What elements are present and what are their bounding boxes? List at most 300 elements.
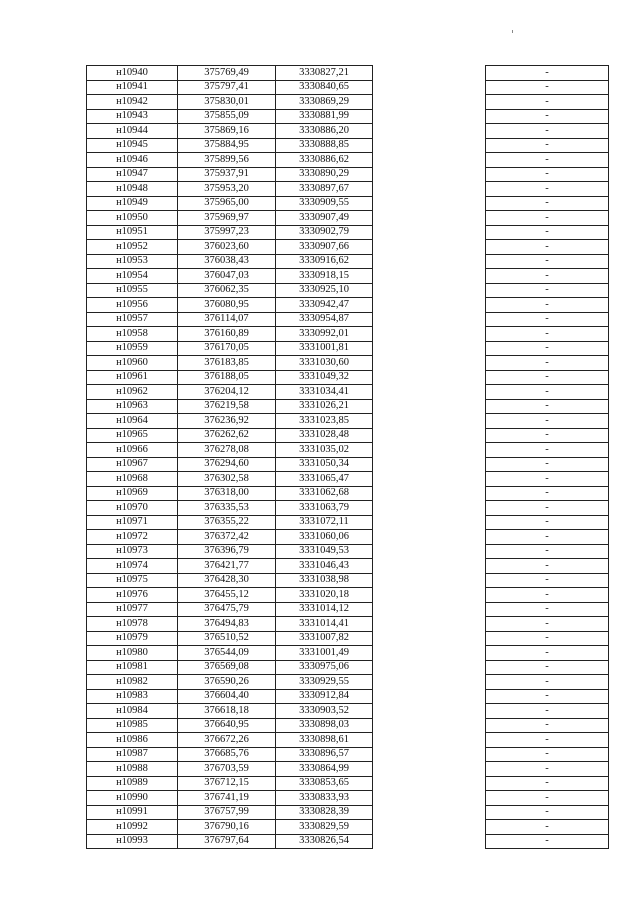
y-coordinate-cell: 3331028,48: [276, 428, 373, 443]
x-coordinate-cell: 376797,64: [178, 834, 276, 849]
point-number-cell: н10960: [87, 356, 178, 371]
table-row: [87, 573, 609, 588]
empty-cell: [373, 327, 486, 342]
table-row: [87, 602, 609, 617]
note-cell: -: [486, 689, 609, 704]
table-row: [87, 733, 609, 748]
note-cell: -: [486, 762, 609, 777]
y-coordinate-cell: 3330918,15: [276, 269, 373, 284]
empty-cell: [373, 457, 486, 472]
y-coordinate-cell: 3331014,12: [276, 602, 373, 617]
note-cell: -: [486, 269, 609, 284]
x-coordinate-cell: 376590,26: [178, 675, 276, 690]
point-number-cell: н10976: [87, 588, 178, 603]
y-coordinate-cell: 3331038,98: [276, 573, 373, 588]
empty-cell: [373, 573, 486, 588]
x-coordinate-cell: 376170,05: [178, 341, 276, 356]
note-cell: -: [486, 356, 609, 371]
y-coordinate-cell: 3330840,65: [276, 80, 373, 95]
note-cell: -: [486, 747, 609, 762]
x-coordinate-cell: 376618,18: [178, 704, 276, 719]
empty-cell: [373, 167, 486, 182]
point-number-cell: н10993: [87, 834, 178, 849]
table-row: [87, 370, 609, 385]
empty-cell: [373, 486, 486, 501]
x-coordinate-cell: 376741,19: [178, 791, 276, 806]
x-coordinate-cell: 376219,58: [178, 399, 276, 414]
point-number-cell: н10987: [87, 747, 178, 762]
point-number-cell: н10966: [87, 443, 178, 458]
note-cell: -: [486, 588, 609, 603]
note-cell: -: [486, 559, 609, 574]
x-coordinate-cell: 376183,85: [178, 356, 276, 371]
note-cell: -: [486, 109, 609, 124]
point-number-cell: н10985: [87, 718, 178, 733]
y-coordinate-cell: 3330916,62: [276, 254, 373, 269]
empty-cell: [373, 733, 486, 748]
empty-cell: [373, 515, 486, 530]
empty-cell: [373, 182, 486, 197]
table-row: [87, 617, 609, 632]
note-cell: -: [486, 138, 609, 153]
y-coordinate-cell: 3330942,47: [276, 298, 373, 313]
empty-cell: [373, 153, 486, 168]
x-coordinate-cell: 376372,42: [178, 530, 276, 545]
point-number-cell: н10990: [87, 791, 178, 806]
table-row: [87, 66, 609, 81]
empty-cell: [373, 588, 486, 603]
empty-cell: [373, 762, 486, 777]
x-coordinate-cell: 376236,92: [178, 414, 276, 429]
x-coordinate-cell: 376302,58: [178, 472, 276, 487]
x-coordinate-cell: 375937,91: [178, 167, 276, 182]
point-number-cell: н10950: [87, 211, 178, 226]
empty-cell: [373, 704, 486, 719]
empty-cell: [373, 617, 486, 632]
y-coordinate-cell: 3331026,21: [276, 399, 373, 414]
point-number-cell: н10991: [87, 805, 178, 820]
empty-cell: [373, 385, 486, 400]
table-row: [87, 254, 609, 269]
table-row: [87, 631, 609, 646]
table-row: [87, 109, 609, 124]
note-cell: -: [486, 617, 609, 632]
table-row: [87, 443, 609, 458]
table-row: [87, 428, 609, 443]
y-coordinate-cell: 3330909,55: [276, 196, 373, 211]
y-coordinate-cell: 3331034,41: [276, 385, 373, 400]
note-cell: -: [486, 646, 609, 661]
empty-cell: [373, 631, 486, 646]
x-coordinate-cell: 376475,79: [178, 602, 276, 617]
empty-cell: [373, 834, 486, 849]
empty-cell: [373, 689, 486, 704]
point-number-cell: н10943: [87, 109, 178, 124]
y-coordinate-cell: 3331020,18: [276, 588, 373, 603]
table-row: [87, 675, 609, 690]
point-number-cell: н10944: [87, 124, 178, 139]
y-coordinate-cell: 3331030,60: [276, 356, 373, 371]
note-cell: -: [486, 472, 609, 487]
y-coordinate-cell: 3330886,62: [276, 153, 373, 168]
x-coordinate-cell: 376023,60: [178, 240, 276, 255]
table-row: [87, 399, 609, 414]
empty-cell: [373, 269, 486, 284]
y-coordinate-cell: 3330992,01: [276, 327, 373, 342]
point-number-cell: н10962: [87, 385, 178, 400]
x-coordinate-cell: 375797,41: [178, 80, 276, 95]
table-row: [87, 544, 609, 559]
table-row: [87, 530, 609, 545]
note-cell: -: [486, 182, 609, 197]
table-row: [87, 283, 609, 298]
y-coordinate-cell: 3330864,99: [276, 762, 373, 777]
point-number-cell: н10963: [87, 399, 178, 414]
note-cell: -: [486, 414, 609, 429]
empty-cell: [373, 660, 486, 675]
point-number-cell: н10951: [87, 225, 178, 240]
y-coordinate-cell: 3331049,32: [276, 370, 373, 385]
x-coordinate-cell: 376544,09: [178, 646, 276, 661]
note-cell: -: [486, 704, 609, 719]
x-coordinate-cell: 376421,77: [178, 559, 276, 574]
note-cell: -: [486, 298, 609, 313]
y-coordinate-cell: 3331001,49: [276, 646, 373, 661]
point-number-cell: н10975: [87, 573, 178, 588]
point-number-cell: н10955: [87, 283, 178, 298]
note-cell: -: [486, 211, 609, 226]
note-cell: -: [486, 776, 609, 791]
y-coordinate-cell: 3331035,02: [276, 443, 373, 458]
point-number-cell: н10988: [87, 762, 178, 777]
empty-cell: [373, 370, 486, 385]
point-number-cell: н10948: [87, 182, 178, 197]
note-cell: -: [486, 167, 609, 182]
table-row: [87, 312, 609, 327]
empty-cell: [373, 443, 486, 458]
x-coordinate-cell: 376062,35: [178, 283, 276, 298]
x-coordinate-cell: 376396,79: [178, 544, 276, 559]
x-coordinate-cell: 375965,00: [178, 196, 276, 211]
y-coordinate-cell: 3330827,21: [276, 66, 373, 81]
note-cell: -: [486, 124, 609, 139]
empty-cell: [373, 530, 486, 545]
point-number-cell: н10970: [87, 501, 178, 516]
x-coordinate-cell: 376428,30: [178, 573, 276, 588]
empty-cell: [373, 820, 486, 835]
table-row: [87, 196, 609, 211]
table-row: [87, 472, 609, 487]
y-coordinate-cell: 3331062,68: [276, 486, 373, 501]
note-cell: -: [486, 660, 609, 675]
point-number-cell: н10969: [87, 486, 178, 501]
empty-cell: [373, 124, 486, 139]
table-row: [87, 80, 609, 95]
empty-cell: [373, 356, 486, 371]
y-coordinate-cell: 3331001,81: [276, 341, 373, 356]
note-cell: -: [486, 327, 609, 342]
x-coordinate-cell: 375830,01: [178, 95, 276, 110]
point-number-cell: н10957: [87, 312, 178, 327]
empty-cell: [373, 225, 486, 240]
table-row: [87, 167, 609, 182]
point-number-cell: н10959: [87, 341, 178, 356]
x-coordinate-cell: 376080,95: [178, 298, 276, 313]
empty-cell: [373, 776, 486, 791]
point-number-cell: н10965: [87, 428, 178, 443]
page-mark: [512, 30, 513, 33]
x-coordinate-cell: 375769,49: [178, 66, 276, 81]
point-number-cell: н10947: [87, 167, 178, 182]
x-coordinate-cell: 376038,43: [178, 254, 276, 269]
note-cell: -: [486, 399, 609, 414]
y-coordinate-cell: 3331007,82: [276, 631, 373, 646]
point-number-cell: н10946: [87, 153, 178, 168]
note-cell: -: [486, 196, 609, 211]
point-number-cell: н10982: [87, 675, 178, 690]
empty-cell: [373, 791, 486, 806]
table-row: [87, 341, 609, 356]
empty-cell: [373, 80, 486, 95]
point-number-cell: н10968: [87, 472, 178, 487]
y-coordinate-cell: 3330954,87: [276, 312, 373, 327]
x-coordinate-cell: 376278,08: [178, 443, 276, 458]
x-coordinate-cell: 376262,62: [178, 428, 276, 443]
point-number-cell: н10971: [87, 515, 178, 530]
empty-cell: [373, 196, 486, 211]
empty-cell: [373, 747, 486, 762]
empty-cell: [373, 95, 486, 110]
point-number-cell: н10981: [87, 660, 178, 675]
x-coordinate-cell: 376494,83: [178, 617, 276, 632]
point-number-cell: н10978: [87, 617, 178, 632]
empty-cell: [373, 211, 486, 226]
y-coordinate-cell: 3331014,41: [276, 617, 373, 632]
y-coordinate-cell: 3330828,39: [276, 805, 373, 820]
note-cell: -: [486, 675, 609, 690]
y-coordinate-cell: 3330869,29: [276, 95, 373, 110]
table-row: [87, 805, 609, 820]
table-row: [87, 791, 609, 806]
point-number-cell: н10992: [87, 820, 178, 835]
table-row: [87, 747, 609, 762]
x-coordinate-cell: 376355,22: [178, 515, 276, 530]
x-coordinate-cell: 376604,40: [178, 689, 276, 704]
empty-cell: [373, 66, 486, 81]
y-coordinate-cell: 3330888,85: [276, 138, 373, 153]
table-row: [87, 718, 609, 733]
x-coordinate-cell: 376510,52: [178, 631, 276, 646]
table-row: [87, 414, 609, 429]
x-coordinate-cell: 376790,16: [178, 820, 276, 835]
point-number-cell: н10954: [87, 269, 178, 284]
table-row: [87, 820, 609, 835]
y-coordinate-cell: 3331060,06: [276, 530, 373, 545]
y-coordinate-cell: 3330898,03: [276, 718, 373, 733]
note-cell: -: [486, 573, 609, 588]
y-coordinate-cell: 3330907,49: [276, 211, 373, 226]
point-number-cell: н10941: [87, 80, 178, 95]
note-cell: -: [486, 457, 609, 472]
x-coordinate-cell: 376294,60: [178, 457, 276, 472]
note-cell: -: [486, 602, 609, 617]
x-coordinate-cell: 376114,07: [178, 312, 276, 327]
x-coordinate-cell: 376757,99: [178, 805, 276, 820]
table-row: [87, 153, 609, 168]
empty-cell: [373, 341, 486, 356]
coordinates-table: [86, 65, 609, 849]
x-coordinate-cell: 375953,20: [178, 182, 276, 197]
y-coordinate-cell: 3330897,67: [276, 182, 373, 197]
note-cell: -: [486, 153, 609, 168]
note-cell: -: [486, 385, 609, 400]
empty-cell: [373, 414, 486, 429]
table-row: [87, 138, 609, 153]
x-coordinate-cell: 376047,03: [178, 269, 276, 284]
table-row: [87, 385, 609, 400]
table-row: [87, 501, 609, 516]
table-row: [87, 298, 609, 313]
empty-cell: [373, 675, 486, 690]
point-number-cell: н10983: [87, 689, 178, 704]
table-row: [87, 124, 609, 139]
point-number-cell: н10979: [87, 631, 178, 646]
table-row: [87, 776, 609, 791]
note-cell: -: [486, 486, 609, 501]
point-number-cell: н10953: [87, 254, 178, 269]
x-coordinate-cell: 376335,53: [178, 501, 276, 516]
note-cell: -: [486, 515, 609, 530]
y-coordinate-cell: 3330826,54: [276, 834, 373, 849]
note-cell: -: [486, 80, 609, 95]
table-row: [87, 515, 609, 530]
y-coordinate-cell: 3331046,43: [276, 559, 373, 574]
table-row: [87, 327, 609, 342]
x-coordinate-cell: 376188,05: [178, 370, 276, 385]
empty-cell: [373, 646, 486, 661]
note-cell: -: [486, 805, 609, 820]
note-cell: -: [486, 530, 609, 545]
table-row: [87, 95, 609, 110]
table-row: [87, 269, 609, 284]
empty-cell: [373, 718, 486, 733]
note-cell: -: [486, 834, 609, 849]
note-cell: -: [486, 225, 609, 240]
point-number-cell: н10956: [87, 298, 178, 313]
x-coordinate-cell: 376204,12: [178, 385, 276, 400]
table-row: [87, 225, 609, 240]
y-coordinate-cell: 3330853,65: [276, 776, 373, 791]
point-number-cell: н10940: [87, 66, 178, 81]
x-coordinate-cell: 375997,23: [178, 225, 276, 240]
y-coordinate-cell: 3330886,20: [276, 124, 373, 139]
empty-cell: [373, 312, 486, 327]
note-cell: -: [486, 370, 609, 385]
note-cell: -: [486, 428, 609, 443]
empty-cell: [373, 109, 486, 124]
empty-cell: [373, 254, 486, 269]
point-number-cell: н10952: [87, 240, 178, 255]
point-number-cell: н10980: [87, 646, 178, 661]
note-cell: -: [486, 544, 609, 559]
table-row: [87, 240, 609, 255]
note-cell: -: [486, 443, 609, 458]
point-number-cell: н10942: [87, 95, 178, 110]
empty-cell: [373, 138, 486, 153]
point-number-cell: н10967: [87, 457, 178, 472]
point-number-cell: н10958: [87, 327, 178, 342]
empty-cell: [373, 399, 486, 414]
x-coordinate-cell: 376685,76: [178, 747, 276, 762]
table-row: [87, 486, 609, 501]
note-cell: -: [486, 341, 609, 356]
table-row: [87, 559, 609, 574]
y-coordinate-cell: 3330829,59: [276, 820, 373, 835]
y-coordinate-cell: 3331063,79: [276, 501, 373, 516]
x-coordinate-cell: 375855,09: [178, 109, 276, 124]
note-cell: -: [486, 283, 609, 298]
x-coordinate-cell: 376640,95: [178, 718, 276, 733]
table-row: [87, 834, 609, 849]
y-coordinate-cell: 3330925,10: [276, 283, 373, 298]
empty-cell: [373, 472, 486, 487]
note-cell: -: [486, 501, 609, 516]
empty-cell: [373, 240, 486, 255]
note-cell: -: [486, 312, 609, 327]
x-coordinate-cell: 375899,56: [178, 153, 276, 168]
y-coordinate-cell: 3330881,99: [276, 109, 373, 124]
table-row: [87, 356, 609, 371]
empty-cell: [373, 501, 486, 516]
x-coordinate-cell: 376672,26: [178, 733, 276, 748]
table-row: [87, 457, 609, 472]
point-number-cell: н10949: [87, 196, 178, 211]
y-coordinate-cell: 3330896,57: [276, 747, 373, 762]
y-coordinate-cell: 3330907,66: [276, 240, 373, 255]
x-coordinate-cell: 376455,12: [178, 588, 276, 603]
y-coordinate-cell: 3330898,61: [276, 733, 373, 748]
y-coordinate-cell: 3330929,55: [276, 675, 373, 690]
table-row: [87, 211, 609, 226]
note-cell: -: [486, 733, 609, 748]
note-cell: -: [486, 791, 609, 806]
y-coordinate-cell: 3330975,06: [276, 660, 373, 675]
note-cell: -: [486, 95, 609, 110]
note-cell: -: [486, 66, 609, 81]
empty-cell: [373, 544, 486, 559]
y-coordinate-cell: 3331049,53: [276, 544, 373, 559]
point-number-cell: н10964: [87, 414, 178, 429]
y-coordinate-cell: 3330833,93: [276, 791, 373, 806]
y-coordinate-cell: 3331072,11: [276, 515, 373, 530]
point-number-cell: н10972: [87, 530, 178, 545]
table-row: [87, 762, 609, 777]
y-coordinate-cell: 3330890,29: [276, 167, 373, 182]
y-coordinate-cell: 3330902,79: [276, 225, 373, 240]
point-number-cell: н10973: [87, 544, 178, 559]
x-coordinate-cell: 375969,97: [178, 211, 276, 226]
note-cell: -: [486, 718, 609, 733]
table-row: [87, 182, 609, 197]
note-cell: -: [486, 254, 609, 269]
empty-cell: [373, 283, 486, 298]
empty-cell: [373, 559, 486, 574]
x-coordinate-cell: 376569,08: [178, 660, 276, 675]
y-coordinate-cell: 3330912,84: [276, 689, 373, 704]
empty-cell: [373, 602, 486, 617]
x-coordinate-cell: 375869,16: [178, 124, 276, 139]
empty-cell: [373, 428, 486, 443]
